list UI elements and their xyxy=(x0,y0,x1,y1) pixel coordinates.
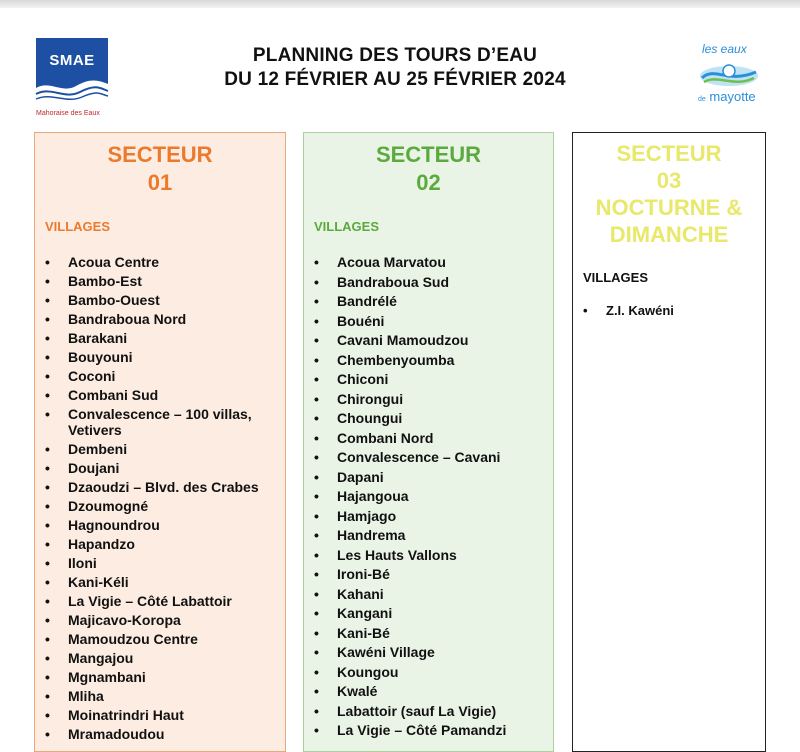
bullet-icon: • xyxy=(45,650,50,666)
sector-title-line: SECTEUR xyxy=(616,141,722,166)
village-list-item xyxy=(304,469,553,489)
bullet-icon: • xyxy=(45,441,50,457)
village-name: Bambo-Est xyxy=(68,273,142,289)
village-name: Convalescence – 100 villas, Vetivers xyxy=(68,406,252,438)
bullet-icon: • xyxy=(314,488,319,504)
village-list-item xyxy=(304,430,553,450)
sector-title-line: SECTEUR xyxy=(375,142,482,167)
smae-logo-text: SMAE xyxy=(49,52,95,69)
village-list-item xyxy=(35,574,285,593)
bullet-icon: • xyxy=(314,332,319,348)
bullet-icon: • xyxy=(45,707,50,723)
bullet-icon: • xyxy=(314,585,319,602)
sector-title-line: 02 xyxy=(416,170,441,195)
sector-02-title xyxy=(304,141,553,197)
village-name: Kani-Kéli xyxy=(68,574,129,590)
village-name: Acoua Centre xyxy=(68,254,160,270)
wave-icon xyxy=(36,74,108,104)
village-list-item xyxy=(35,517,285,536)
village-list-item xyxy=(35,688,285,707)
village-list-item xyxy=(304,391,553,411)
village-name: Les Hauts Vallons xyxy=(337,546,457,563)
village-name: Cavani Mamoudzou xyxy=(337,332,469,348)
village-name: Bandraboua Nord xyxy=(68,311,187,327)
village-name: La Vigie – Côté Labattoir xyxy=(68,593,232,609)
village-list-item xyxy=(304,352,553,372)
bullet-icon: • xyxy=(45,555,50,571)
village-name: Mliha xyxy=(68,688,104,704)
village-list-item xyxy=(35,555,285,574)
village-name: Combani Sud xyxy=(68,387,159,403)
village-name: Dzaoudzi – Blvd. des Crabes xyxy=(68,479,259,495)
bullet-icon: • xyxy=(45,631,50,647)
village-name: Kangani xyxy=(337,605,393,621)
sector-title-line: SECTEUR xyxy=(107,142,213,167)
sector-title-line: 03 xyxy=(656,168,682,193)
title-line-2: DU 12 FÉVRIER AU 25 FÉVRIER 2024 xyxy=(224,69,566,90)
smae-logo-mark xyxy=(36,38,108,104)
bullet-icon: • xyxy=(45,612,50,628)
sector-title-line: DIMANCHE xyxy=(609,222,729,247)
bullet-icon: • xyxy=(314,468,319,485)
village-list-item xyxy=(35,707,285,726)
bullet-icon: • xyxy=(45,349,50,365)
bullet-icon: • xyxy=(314,273,319,290)
village-list-item xyxy=(304,293,553,313)
bullet-icon: • xyxy=(314,624,319,641)
bullet-icon: • xyxy=(314,644,319,660)
village-list-item xyxy=(35,330,285,349)
village-name: Handrema xyxy=(337,527,406,543)
sector-title-line: NOCTURNE & xyxy=(595,195,743,220)
bullet-icon: • xyxy=(314,371,319,387)
village-name: Koungou xyxy=(337,663,399,680)
village-list-item xyxy=(304,527,553,547)
village-list-item xyxy=(35,726,285,745)
village-name: La Vigie – Côté Pamandzi xyxy=(337,722,507,738)
village-name: Mangajou xyxy=(68,650,134,666)
village-list-item xyxy=(35,254,285,273)
village-name: Hajangoua xyxy=(337,488,409,504)
village-name: Chirongui xyxy=(337,390,404,407)
village-list-item xyxy=(304,566,553,586)
mayotte-logo-small: de xyxy=(698,96,706,103)
village-list-item xyxy=(35,612,285,631)
village-list-item xyxy=(35,273,285,292)
bullet-icon: • xyxy=(314,410,319,426)
village-name: Majicavo-Koropa xyxy=(68,612,181,628)
village-name: Mramadoudou xyxy=(68,726,165,742)
village-list-item xyxy=(304,508,553,528)
village-name: Kawéni Village xyxy=(337,644,435,660)
village-list-item xyxy=(304,488,553,508)
village-list-item xyxy=(35,441,285,460)
village-name: Kahani xyxy=(337,585,384,602)
bullet-icon: • xyxy=(314,293,319,309)
village-list-item xyxy=(35,536,285,555)
sector-02-column xyxy=(303,132,554,752)
village-name: Chembenyoumba xyxy=(337,351,455,368)
bullet-icon: • xyxy=(314,605,319,621)
bullet-icon: • xyxy=(45,292,50,308)
village-list-item xyxy=(35,460,285,479)
village-name: Acoua Marvatou xyxy=(337,254,446,270)
village-list-item xyxy=(304,722,553,742)
village-name: Z.I. Kawéni xyxy=(606,303,674,318)
smae-logo xyxy=(36,38,116,122)
bullet-icon: • xyxy=(314,390,319,407)
village-name: Moinatrindri Haut xyxy=(68,707,184,723)
sector-03-title xyxy=(573,140,765,248)
village-list xyxy=(304,254,553,742)
top-bar xyxy=(0,0,800,8)
bullet-icon: • xyxy=(45,460,50,476)
bullet-icon: • xyxy=(45,726,50,742)
village-list-item xyxy=(304,644,553,664)
village-name: Bandraboua Sud xyxy=(337,273,450,290)
village-list-item xyxy=(35,650,285,669)
village-name: Bouyouni xyxy=(68,349,133,365)
village-list-item xyxy=(35,593,285,612)
sector-03-column xyxy=(572,132,766,752)
bullet-icon: • xyxy=(45,311,50,327)
village-name: Hapandzo xyxy=(68,536,135,552)
bullet-icon: • xyxy=(314,449,319,465)
village-name: Doujani xyxy=(68,460,120,476)
village-name: Chiconi xyxy=(337,371,389,387)
village-name: Iloni xyxy=(68,555,97,571)
village-list-item xyxy=(304,274,553,294)
smae-tagline: Mahoraise des Eaux xyxy=(36,110,100,117)
village-name: Kani-Bé xyxy=(337,624,390,641)
bullet-icon: • xyxy=(314,702,319,719)
bullet-icon: • xyxy=(314,663,319,680)
page-title xyxy=(180,44,610,92)
village-list-item xyxy=(35,292,285,311)
bullet-icon: • xyxy=(45,574,50,590)
title-line-1: PLANNING DES TOURS D’EAU xyxy=(252,45,538,66)
bullet-icon: • xyxy=(314,683,319,699)
bullet-icon: • xyxy=(45,406,50,422)
mayotte-logo-bottom xyxy=(698,89,756,104)
village-list-item xyxy=(304,703,553,723)
bullet-icon: • xyxy=(45,498,50,514)
bullet-icon: • xyxy=(45,479,50,495)
villages-label: VILLAGES xyxy=(583,270,649,285)
village-name: Combani Nord xyxy=(337,429,434,446)
village-list-item xyxy=(35,387,285,406)
village-list-item xyxy=(304,449,553,469)
village-name: Hamjago xyxy=(337,507,397,524)
village-list-item xyxy=(304,586,553,606)
village-list-item xyxy=(304,332,553,352)
mayotte-logo-top: les eaux xyxy=(702,42,747,56)
village-list-item xyxy=(304,625,553,645)
bullet-icon: • xyxy=(45,387,50,403)
village-list-item xyxy=(573,303,765,322)
village-name: Mgnambani xyxy=(68,669,146,685)
bullet-icon: • xyxy=(314,312,319,329)
village-name: Dembeni xyxy=(68,441,128,457)
bullet-icon: • xyxy=(45,517,50,533)
bullet-icon: • xyxy=(45,254,50,270)
village-name: Choungui xyxy=(337,410,403,426)
village-list-item xyxy=(35,479,285,498)
eaux-de-mayotte-logo xyxy=(690,40,766,112)
mayotte-logo-word: mayotte xyxy=(709,89,756,104)
bullet-icon: • xyxy=(314,254,319,270)
village-list-item xyxy=(304,664,553,684)
village-name: Dzoumogné xyxy=(68,498,149,514)
village-name: Bouéni xyxy=(337,312,385,329)
village-name: Bandrélé xyxy=(337,293,397,309)
bullet-icon: • xyxy=(45,593,50,609)
bullet-icon: • xyxy=(314,429,319,446)
village-list-item xyxy=(304,254,553,274)
village-name: Hagnoundrou xyxy=(68,517,160,533)
village-list xyxy=(35,254,285,745)
village-list-item xyxy=(304,313,553,333)
village-name: Labattoir (sauf La Vigie) xyxy=(337,702,497,719)
bullet-icon: • xyxy=(45,273,50,289)
village-name: Kwalé xyxy=(337,683,378,699)
village-list-item xyxy=(304,410,553,430)
village-list-item xyxy=(35,406,285,441)
bullet-icon: • xyxy=(45,368,50,384)
village-list-item xyxy=(304,371,553,391)
bullet-icon: • xyxy=(314,566,319,582)
village-list-item xyxy=(35,669,285,688)
village-list-item xyxy=(35,311,285,330)
bullet-icon: • xyxy=(314,546,319,563)
village-name: Ironi-Bé xyxy=(337,566,390,582)
sector-01-column xyxy=(34,132,286,752)
bullet-icon: • xyxy=(314,507,319,524)
village-name: Convalescence – Cavani xyxy=(337,449,501,465)
village-name: Coconi xyxy=(68,368,116,384)
village-list-item xyxy=(35,498,285,517)
village-list-item xyxy=(304,683,553,703)
village-name: Barakani xyxy=(68,330,128,346)
bullet-icon: • xyxy=(583,303,588,318)
village-list-item xyxy=(35,349,285,368)
bullet-icon: • xyxy=(45,330,50,346)
bullet-icon: • xyxy=(45,536,50,552)
village-list-item xyxy=(304,605,553,625)
bullet-icon: • xyxy=(314,351,319,368)
village-list-item xyxy=(304,547,553,567)
villages-label: VILLAGES xyxy=(45,219,111,234)
sector-title-line: 01 xyxy=(147,170,173,195)
village-list xyxy=(573,303,765,322)
bullet-icon: • xyxy=(45,688,50,704)
bullet-icon: • xyxy=(45,669,50,685)
sector-01-title xyxy=(35,141,285,197)
village-name: Mamoudzou Centre xyxy=(68,631,198,647)
village-list-item xyxy=(35,631,285,650)
villages-label: VILLAGES xyxy=(314,219,380,234)
village-list-item xyxy=(35,368,285,387)
water-splash-icon xyxy=(698,58,760,90)
village-name: Bambo-Ouest xyxy=(68,292,160,308)
village-name: Dapani xyxy=(337,468,384,485)
bullet-icon: • xyxy=(314,527,319,543)
bullet-icon: • xyxy=(314,722,319,738)
